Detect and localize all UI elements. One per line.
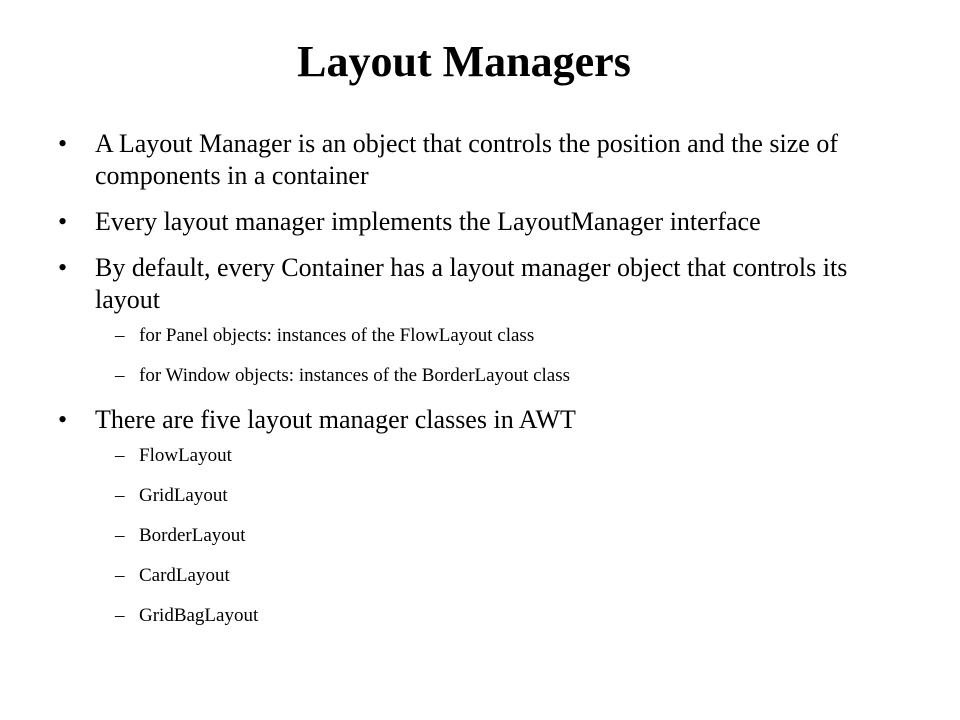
sub-bullet-item [58, 444, 918, 468]
sub-bullet-item [58, 484, 918, 508]
sub-bullet-text: GridLayout [139, 485, 228, 506]
sub-bullet-text: for Panel objects: instances of the FlowLayout class [139, 325, 535, 346]
sub-bullet-text: GridBagLayout [139, 605, 259, 626]
bullet-glyph: • [58, 207, 68, 236]
sub-bullet-item [58, 364, 918, 388]
bullet-item [58, 128, 918, 192]
dash-glyph: – [115, 445, 125, 466]
bullet-text: There are five layout manager classes in AWT [95, 405, 576, 434]
dash-glyph: – [115, 485, 125, 506]
dash-glyph: – [115, 325, 125, 346]
sub-bullet-text: FlowLayout [139, 445, 232, 466]
bullet-list [58, 128, 918, 644]
dash-glyph: – [115, 565, 125, 586]
slide-title: Layout Managers [297, 37, 631, 86]
sub-bullet-text: for Window objects: instances of the BorderLayout class [139, 365, 571, 386]
dash-glyph: – [115, 605, 125, 626]
bullet-glyph: • [58, 129, 68, 158]
bullet-text: A Layout Manager is an object that controls the position and the size of components in a container [95, 129, 838, 190]
dash-glyph: – [115, 525, 125, 546]
bullet-item [58, 252, 918, 316]
sub-bullet-item [58, 324, 918, 348]
bullet-glyph: • [58, 405, 68, 434]
sub-bullet-item [58, 564, 918, 588]
bullet-text: By default, every Container has a layout manager object that controls its layout [95, 253, 848, 314]
bullet-item [58, 206, 918, 238]
bullet-item [58, 404, 918, 436]
sub-bullet-text: CardLayout [139, 565, 230, 586]
bullet-text: Every layout manager implements the LayoutManager interface [95, 207, 761, 236]
sub-bullet-item [58, 604, 918, 628]
bullet-glyph: • [58, 253, 68, 282]
sub-bullet-text: BorderLayout [139, 525, 246, 546]
sub-bullet-item [58, 524, 918, 548]
dash-glyph: – [115, 365, 125, 386]
